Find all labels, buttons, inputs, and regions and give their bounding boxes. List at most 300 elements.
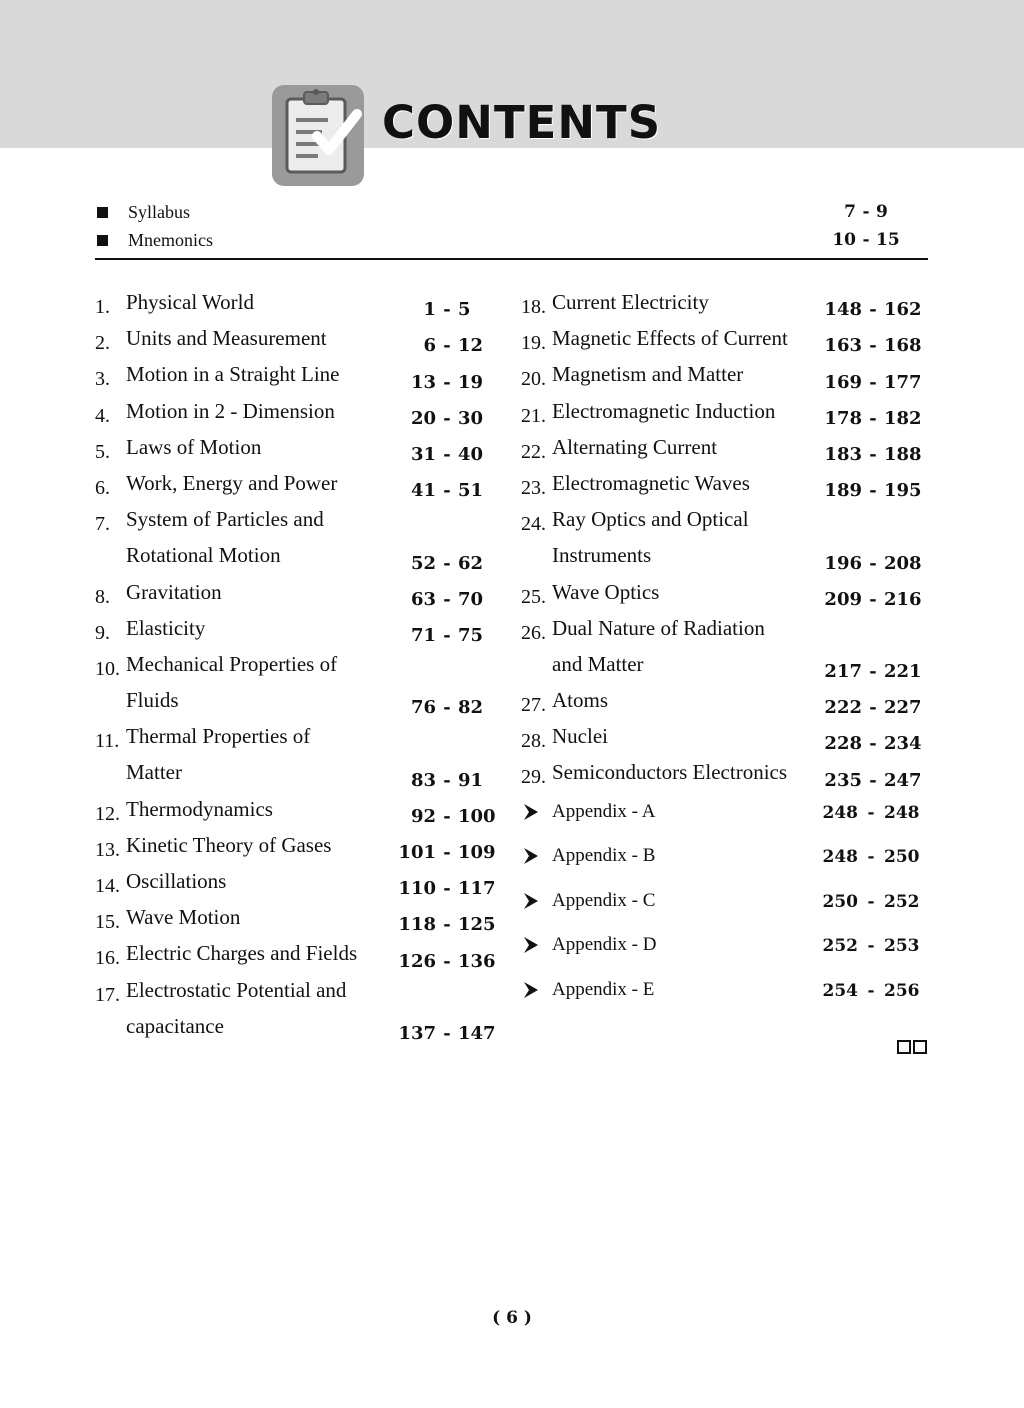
page-start: 183 — [824, 443, 862, 465]
chapter-entry — [95, 324, 500, 360]
page-range — [396, 553, 494, 574]
chapter-line — [521, 433, 926, 469]
chapter-number: 28. — [521, 730, 546, 753]
page-range — [396, 625, 494, 646]
chapter-title: Elasticity — [126, 615, 206, 640]
page-start: 228 — [824, 733, 862, 755]
page-separator: - — [867, 847, 875, 868]
page-separator: - — [869, 443, 877, 465]
chapter-number: 2. — [95, 332, 110, 355]
page-separator: - — [869, 769, 877, 791]
prelim-label: Mnemonics — [128, 230, 213, 250]
chapter-entry — [95, 722, 500, 794]
chapter-entry — [95, 578, 500, 614]
chapter-entry — [95, 795, 500, 831]
chapter-line — [95, 976, 500, 1012]
page-end: 136 — [458, 950, 496, 972]
chapter-title: Thermodynamics — [126, 796, 273, 821]
chapter-title: Rotational Motion — [126, 543, 281, 568]
page-start: 248 — [822, 802, 858, 823]
page-start: 254 — [822, 981, 858, 1001]
chapter-line — [95, 903, 500, 939]
chapter-entry — [95, 288, 500, 324]
appendix-item — [521, 841, 926, 886]
chapter-entry — [521, 758, 926, 794]
chapter-number: 25. — [521, 585, 546, 608]
chapter-number: 16. — [95, 947, 120, 970]
chapter-title: Motion in 2 - Dimension — [126, 398, 335, 423]
page-range — [396, 770, 494, 791]
page-start: 1 — [423, 299, 436, 321]
page-start: 196 — [824, 552, 862, 574]
square-bullet-icon — [97, 207, 108, 218]
page-start: 41 — [410, 480, 436, 502]
chapter-line — [521, 397, 926, 433]
chapter-entry — [521, 505, 926, 577]
page-end: 252 — [884, 891, 920, 912]
arrowhead-bullet-icon — [523, 892, 539, 910]
chapter-number: 7. — [95, 513, 110, 536]
page-start: 178 — [824, 407, 862, 429]
chapter-title: Physical World — [126, 290, 254, 314]
appendix-item — [521, 886, 926, 931]
chapter-line — [95, 1012, 500, 1048]
page-range — [396, 914, 494, 935]
chapter-entry — [95, 614, 500, 650]
page-separator: - — [443, 480, 451, 502]
page-range — [822, 408, 920, 429]
end-of-section-icon — [897, 1040, 927, 1054]
chapter-line — [521, 578, 926, 614]
chapter-number: 20. — [521, 368, 546, 391]
chapter-entry — [521, 324, 926, 360]
chapter-line — [95, 686, 500, 722]
page-end: 253 — [884, 936, 920, 957]
chapter-number: 11. — [95, 730, 120, 753]
page-end: 247 — [884, 769, 922, 791]
arrowhead-bullet-icon — [523, 981, 539, 999]
page-range — [820, 936, 920, 956]
page-range — [822, 697, 920, 718]
page-start: 101 — [398, 842, 436, 863]
chapter-line — [521, 650, 926, 686]
page-end: 40 — [458, 443, 484, 465]
chapter-number: 12. — [95, 802, 120, 825]
chapter-title: Thermal Properties of — [126, 724, 311, 749]
page-separator: - — [443, 299, 451, 321]
chapter-title: Atoms — [552, 688, 609, 713]
page-separator: - — [869, 480, 877, 502]
page-range — [822, 553, 920, 574]
page-separator: - — [443, 842, 451, 863]
page-separator: - — [869, 335, 877, 357]
page-range — [396, 1023, 494, 1044]
divider — [95, 258, 928, 260]
chapter-title: Matter — [126, 760, 182, 785]
page-separator: - — [443, 878, 451, 900]
page-separator: - — [443, 697, 451, 719]
page-end: 147 — [458, 1022, 496, 1044]
page-end: 109 — [458, 842, 496, 863]
page-start: 13 — [410, 371, 436, 393]
page-start: 7 — [844, 202, 856, 222]
chapter-line — [521, 360, 926, 396]
page-range — [822, 589, 920, 610]
chapter-line — [95, 795, 500, 831]
chapter-title: Alternating Current — [552, 434, 718, 459]
page-start: 92 — [410, 805, 436, 827]
page-separator: - — [443, 443, 451, 465]
clipboard-check-icon — [271, 84, 365, 187]
chapter-number: 15. — [95, 911, 120, 934]
page-start: 63 — [410, 588, 436, 610]
chapter-title: Magnetism and Matter — [552, 362, 744, 387]
page-separator: - — [867, 891, 875, 912]
chapter-number: 17. — [95, 983, 120, 1006]
page-range — [820, 803, 920, 823]
page-range — [822, 299, 920, 320]
chapter-line — [95, 614, 500, 650]
chapter-number: 4. — [95, 404, 110, 427]
chapter-line — [95, 397, 500, 433]
appendix-list — [521, 797, 926, 1020]
page-end: 30 — [458, 407, 484, 429]
chapter-title: Dual Nature of Radiation — [552, 615, 765, 640]
page-end: 195 — [884, 480, 922, 502]
chapter-title: System of Particles and — [126, 507, 324, 532]
page-end: 125 — [458, 914, 496, 936]
page-end: 208 — [884, 552, 922, 574]
chapter-number: 29. — [521, 766, 546, 789]
chapter-entry — [95, 939, 500, 975]
page-start: 209 — [824, 588, 862, 610]
chapter-title: Nuclei — [552, 724, 608, 749]
page-range — [396, 408, 494, 429]
page-end: 216 — [884, 588, 922, 610]
list-item — [95, 230, 928, 258]
chapter-entry — [521, 397, 926, 433]
chapter-line — [95, 288, 500, 324]
page-end: 248 — [884, 802, 920, 823]
chapter-entry — [95, 433, 500, 469]
page-range — [396, 589, 494, 610]
chapter-entry — [521, 686, 926, 722]
chapter-number: 26. — [521, 621, 546, 644]
chapter-title: Current Electricity — [552, 290, 709, 314]
chapter-line — [95, 758, 500, 794]
chapter-entry — [521, 288, 926, 324]
page-separator: - — [862, 230, 870, 250]
page-range — [822, 480, 920, 501]
square-bullet-icon — [97, 235, 108, 246]
page-end: 227 — [884, 697, 922, 719]
page-start: 52 — [410, 552, 436, 574]
chapter-number: 18. — [521, 296, 546, 318]
page-range — [822, 733, 920, 754]
page-start: 148 — [824, 299, 862, 321]
page-separator: - — [443, 805, 451, 827]
page-separator: - — [443, 624, 451, 646]
chapter-title: Units and Measurement — [126, 326, 327, 351]
page-range — [820, 892, 920, 912]
appendix-title: Appendix - E — [552, 979, 655, 1000]
chapter-title: Kinetic Theory of Gases — [126, 832, 332, 857]
page-start: 222 — [824, 697, 862, 719]
page-end: 188 — [884, 443, 922, 465]
chapter-line — [521, 686, 926, 722]
page-start: 235 — [824, 769, 862, 791]
page-end: 82 — [458, 697, 484, 719]
page-range — [826, 202, 906, 222]
chapter-number: 6. — [95, 476, 110, 499]
page-end: 75 — [458, 624, 484, 646]
arrowhead-bullet-icon — [523, 847, 539, 865]
chapter-number: 8. — [95, 585, 110, 608]
page-separator: - — [443, 407, 451, 429]
chapter-number: 23. — [521, 476, 546, 499]
chapter-title: Electromagnetic Waves — [552, 470, 750, 495]
page-end: 70 — [458, 588, 484, 610]
page-range — [396, 951, 494, 972]
chapter-entry — [95, 360, 500, 396]
chapter-line — [95, 433, 500, 469]
chapter-title: Instruments — [552, 543, 652, 568]
page-end: 62 — [458, 552, 484, 574]
page-end: 177 — [884, 371, 922, 393]
page-range — [396, 806, 494, 827]
chapter-entry — [95, 505, 500, 577]
chapter-line — [521, 541, 926, 577]
appendix-item — [521, 797, 926, 842]
appendix-item — [521, 930, 926, 975]
chapter-entry — [521, 722, 926, 758]
chapter-entry — [95, 867, 500, 903]
chapter-entry — [95, 903, 500, 939]
chapter-title: Fluids — [126, 688, 179, 713]
page-separator: - — [869, 661, 877, 683]
page-separator: - — [443, 552, 451, 574]
chapter-entry — [95, 831, 500, 867]
chapter-line — [95, 867, 500, 903]
page-range — [396, 335, 494, 356]
chapter-title: Motion in a Straight Line — [126, 362, 340, 387]
chapter-line — [95, 541, 500, 577]
page-separator: - — [443, 371, 451, 393]
page-start: 20 — [410, 407, 436, 429]
page-range — [822, 661, 920, 682]
chapter-title: and Matter — [552, 651, 644, 676]
chapter-number: 9. — [95, 621, 110, 644]
chapter-line — [95, 469, 500, 505]
page-start: 76 — [410, 697, 436, 719]
page-separator: - — [443, 1022, 451, 1044]
page-end: 100 — [458, 805, 496, 827]
page-start: 118 — [398, 914, 436, 936]
chapter-line — [95, 722, 500, 758]
chapter-number: 5. — [95, 440, 110, 463]
page-separator: - — [443, 769, 451, 791]
chapter-line — [521, 288, 926, 324]
chapter-line — [521, 614, 926, 650]
page-end: 221 — [884, 661, 922, 683]
page-separator: - — [867, 936, 875, 957]
page-separator: - — [869, 588, 877, 610]
chapter-entry — [521, 614, 926, 686]
chapter-title: Electromagnetic Induction — [552, 398, 776, 423]
page-separator: - — [443, 950, 451, 972]
arrowhead-bullet-icon — [523, 936, 539, 954]
chapter-line — [95, 505, 500, 541]
chapter-title: Gravitation — [126, 579, 222, 604]
prelims-list — [95, 202, 928, 258]
chapter-title: Semiconductors Electronics — [552, 760, 788, 785]
page-start: 126 — [398, 950, 436, 972]
page-end: 250 — [884, 847, 920, 868]
page-end: 19 — [458, 371, 484, 393]
page-start: 169 — [824, 371, 862, 393]
page-number: ( 6 ) — [492, 1308, 532, 1328]
page-range — [396, 372, 494, 393]
page-range — [396, 480, 494, 501]
arrowhead-bullet-icon — [523, 803, 539, 821]
chapter-number: 19. — [521, 332, 546, 355]
page-end: 162 — [884, 299, 922, 321]
page-range — [820, 847, 920, 867]
chapter-title: Ray Optics and Optical — [552, 507, 749, 532]
page-start: 6 — [423, 335, 436, 357]
page-range — [822, 372, 920, 393]
page-separator: - — [443, 335, 451, 357]
page-start: 163 — [824, 335, 862, 357]
prelim-label: Syllabus — [128, 202, 191, 222]
chapter-number: 1. — [95, 296, 110, 318]
page-separator: - — [869, 552, 877, 574]
page-range — [822, 770, 920, 791]
page-range — [396, 842, 494, 863]
page-start: 252 — [822, 936, 858, 957]
contents-column-right — [521, 288, 926, 1020]
page-separator: - — [869, 697, 877, 719]
chapter-entry — [521, 360, 926, 396]
chapter-number: 27. — [521, 694, 546, 717]
page-start: 110 — [398, 878, 436, 900]
chapter-line — [95, 360, 500, 396]
contents-column-left — [95, 288, 500, 1048]
page-range — [820, 981, 920, 1001]
chapter-number: 14. — [95, 875, 120, 897]
chapter-title: Laws of Motion — [126, 434, 262, 459]
page-range — [822, 335, 920, 356]
chapter-title: Oscillations — [126, 869, 227, 893]
page-end: 168 — [884, 335, 922, 357]
page-start: 217 — [824, 661, 862, 683]
page-separator: - — [862, 202, 870, 222]
chapter-title: Mechanical Properties of — [126, 651, 338, 676]
chapter-line — [95, 650, 500, 686]
chapter-entry — [95, 650, 500, 722]
appendix-title: Appendix - D — [552, 934, 657, 956]
chapter-title: Work, Energy and Power — [126, 470, 338, 495]
page-end: 91 — [458, 769, 484, 791]
page-end: 256 — [884, 981, 920, 1001]
page-separator: - — [869, 407, 877, 429]
page-start: 31 — [410, 443, 436, 465]
page-title: CONTENTS — [382, 96, 662, 149]
chapter-line — [95, 578, 500, 614]
page-range — [396, 299, 494, 320]
appendix-title: Appendix - A — [552, 800, 656, 822]
chapter-entry — [521, 469, 926, 505]
chapter-number: 21. — [521, 404, 546, 427]
page-end: 15 — [876, 230, 900, 250]
page-end: 9 — [876, 202, 888, 222]
page-separator: - — [443, 914, 451, 936]
page-end: 182 — [884, 407, 922, 429]
chapter-title: Electrostatic Potential and — [126, 977, 347, 1002]
chapter-title: Electric Charges and Fields — [126, 941, 358, 966]
page-start: 248 — [822, 847, 858, 868]
chapter-number: 24. — [521, 513, 546, 536]
chapter-line — [521, 324, 926, 360]
chapter-line — [95, 831, 500, 867]
appendix-item — [521, 975, 926, 1020]
chapter-line — [95, 324, 500, 360]
chapter-line — [521, 469, 926, 505]
chapter-number: 10. — [95, 657, 120, 680]
page-end: 12 — [458, 335, 484, 357]
page-separator: - — [867, 802, 875, 823]
page-start: 189 — [824, 480, 862, 502]
page-start: 83 — [410, 769, 436, 791]
chapter-entry — [521, 433, 926, 469]
chapter-entry — [95, 469, 500, 505]
page-separator: - — [869, 299, 877, 321]
page-start: 71 — [410, 624, 436, 646]
chapter-number: 3. — [95, 368, 110, 391]
page-start: 250 — [822, 891, 858, 912]
appendix-title: Appendix - C — [552, 889, 656, 911]
chapter-line — [521, 505, 926, 541]
appendix-title: Appendix - B — [552, 845, 656, 867]
chapter-entry — [95, 397, 500, 433]
page-range — [822, 444, 920, 465]
chapter-title: capacitance — [126, 1013, 224, 1038]
chapter-number: 22. — [521, 440, 546, 463]
chapter-line — [521, 758, 926, 794]
chapter-title: Magnetic Effects of Current — [552, 326, 788, 351]
page-separator: - — [443, 588, 451, 610]
page-end: 51 — [458, 480, 484, 502]
chapter-line — [95, 939, 500, 975]
page-range — [396, 697, 494, 718]
page-start: 137 — [398, 1022, 436, 1044]
chapter-entry — [95, 976, 500, 1048]
chapter-number: 13. — [95, 838, 120, 861]
chapter-title: Wave Optics — [552, 579, 660, 604]
page-start: 10 — [832, 230, 856, 250]
page-end: 5 — [458, 299, 471, 321]
page-separator: - — [869, 371, 877, 393]
page-separator: - — [869, 733, 877, 755]
page-range — [396, 878, 494, 899]
chapter-title: Wave Motion — [126, 905, 241, 930]
page-range — [826, 230, 906, 250]
page-range — [396, 444, 494, 465]
page-separator: - — [867, 981, 875, 1001]
list-item — [95, 202, 928, 230]
page-end: 117 — [458, 878, 496, 900]
page-end: 234 — [884, 733, 922, 755]
